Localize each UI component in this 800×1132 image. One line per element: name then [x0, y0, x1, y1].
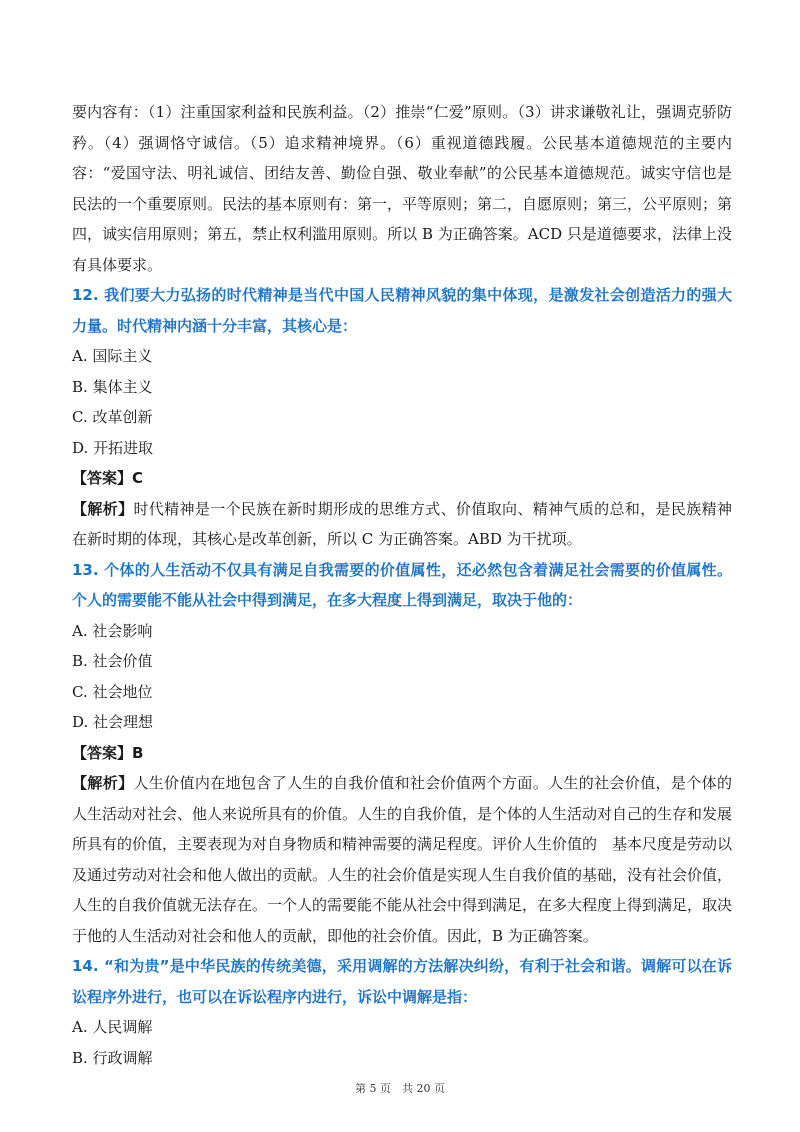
- question-title: 12. 我们要大力弘扬的时代精神是当代中国人民精神风貌的集中体现，是激发社会创造活力的强大力量。时代精神内涵十分丰富，其核心是：: [72, 286, 732, 335]
- question-title: 13. 个体的人生活动不仅具有满足自我需要的价值属性，还必然包含着满足社会需要的价值属性。个人的需要能不能从社会中得到满足，在多大程度上得到满足，取决于他的：: [72, 560, 732, 609]
- option-d: D. 开拓进取: [72, 438, 154, 457]
- question-13: [72, 555, 732, 952]
- answer-tag: 【答案】: [72, 469, 133, 487]
- option-b: B. 行政调解: [72, 1048, 153, 1067]
- question-title: 14. “和为贵”是中华民族的传统美德，采用调解的方法解决纠纷，有利于社会和谐。调解可以在诉讼程序外进行，也可以在诉讼程序内进行，诉讼中调解是指：: [72, 957, 732, 1006]
- analysis-paragraph: [72, 494, 732, 555]
- answer-line: [72, 463, 732, 494]
- option-b: B. 集体主义: [72, 377, 153, 396]
- question-14: [72, 951, 732, 1073]
- option-b: B. 社会价值: [72, 652, 153, 670]
- option-c: C. 改革创新: [72, 408, 153, 426]
- option-d: D. 社会理想: [72, 713, 154, 731]
- analysis-paragraph: [72, 768, 732, 951]
- option-a: A. 人民调解: [72, 1018, 153, 1036]
- intro-paragraph: 要内容有：（1）注重国家利益和民族利益。（2）推崇“仁爱”原则。（3）讲求谦敬礼让，强调克骄防矜。（4）强调恪守诚信。（5）追求精神境界。（6）重视道德践履。公民基本道德规范的主要内容：“爱国守法、明礼诚信、团结友善、勤俭自强、敬业奉献”的公民基本道德规范。诚实守信也是民法的一个重要原则。民法的基本原则有：第一，平等原则；第二，自愿原则；第三，公平原则；第四，诚实信用原则；第五，禁止权利滥用原则。所以 B 为正确答案。ACD 只是道德要求，法律上没有具体要求。: [72, 103, 733, 274]
- question-12: [72, 280, 732, 555]
- option-a: A. 国际主义: [72, 347, 153, 365]
- answer-tag: 【答案】: [72, 743, 133, 762]
- answer-line: [72, 738, 732, 769]
- analysis-tag: 【解析】: [72, 499, 134, 518]
- analysis-text: 人生价值内在地包含了人生的自我价值和社会价值两个方面。人生的社会价值，是个体的人生活动对社会、他人来说所具有的价值。人生的自我价值，是个体的人生活动对自己的生存和发展所具有的价值，主要表现为对自身物质和精神需要的满足程度。评价人生价值的 基本尺度是劳动以及通过劳动对社会和他人做出的贡献。人生的社会价值是实现人生自我价值的基础，没有社会价值，人生的自我价值就无法存在。一个人的需要能不能从社会中得到满足，在多大程度上得到满足，取决于他的人生活动对社会和他人的贡献，即他的社会价值。因此，B 为正确答案。: [72, 774, 733, 945]
- analysis-tag: 【解析】: [72, 774, 134, 792]
- answer-value: C: [132, 469, 144, 487]
- option-a: A. 社会影响: [72, 621, 153, 640]
- analysis-text: 时代精神是一个民族在新时期形成的思维方式、价值取向、精神气质的总和，是民族精神在新时期的体现，其核心是改革创新，所以 C 为正确答案。ABD 为干扰项。: [72, 499, 732, 548]
- page-number-footer: 第 5 页 共 20 页: [355, 1082, 445, 1095]
- page-content: [72, 97, 732, 1073]
- option-c: C. 社会地位: [72, 682, 153, 701]
- answer-value: B: [132, 743, 144, 762]
